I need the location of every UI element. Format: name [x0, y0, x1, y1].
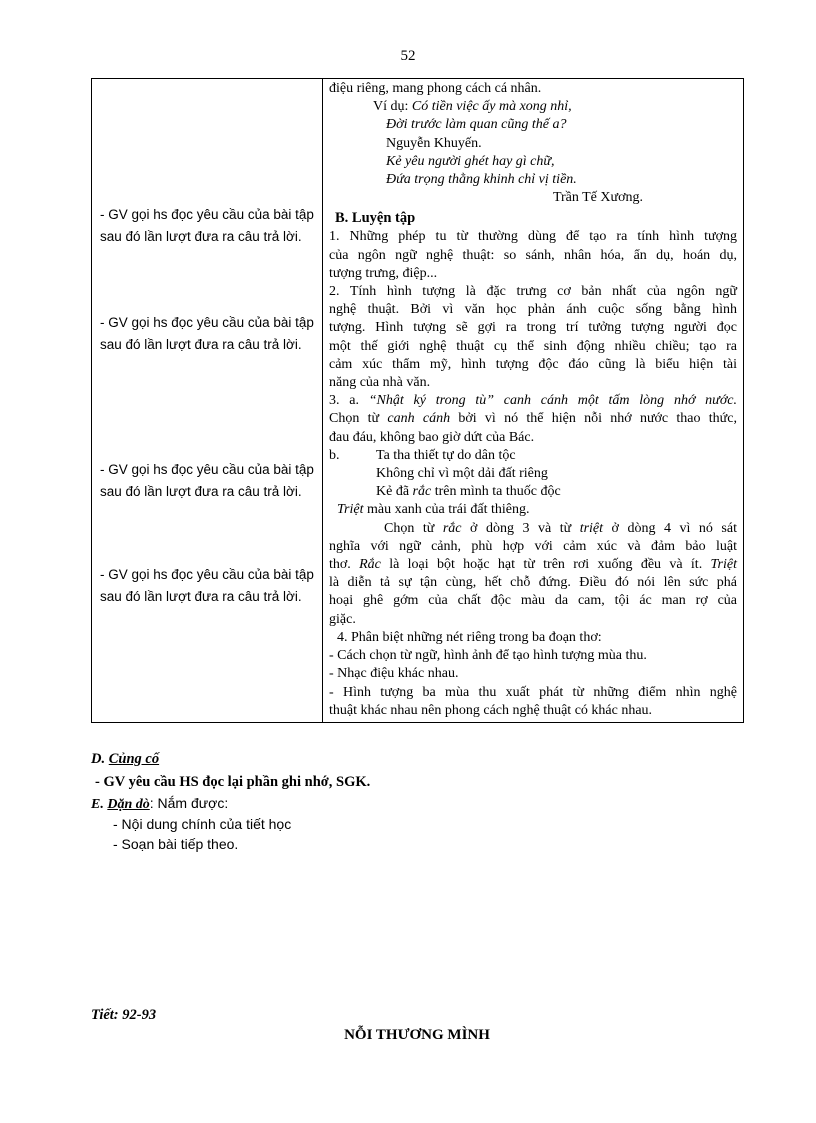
lesson-table	[91, 78, 744, 723]
answer2-line: tượng. Hình tượng sẽ gợi ra trong trí tưởng tượng người đọc	[329, 320, 737, 336]
explain-text: thơ.	[329, 557, 360, 573]
consolidation-prefix: D.	[91, 751, 109, 767]
answer3a-line2-pre: Chọn từ	[329, 411, 388, 427]
answer2-line: một thế giới nghệ thuật cụ thể sinh động nhiều chiều; tạo ra	[329, 338, 737, 354]
explain-word: Triệt	[710, 557, 737, 573]
teacher-note-4: - GV gọi hs đọc yêu cầu của bài tập sau đó lần lượt đưa ra câu trả lời.	[100, 567, 314, 604]
poem3-line3-post: trên mình ta thuốc độc	[431, 484, 561, 500]
teacher-note-1: - GV gọi hs đọc yêu cầu của bài tập sau đó lần lượt đưa ra câu trả lời.	[100, 207, 314, 244]
example-label: Ví dụ:	[373, 99, 412, 115]
homework-prefix: E.	[91, 797, 108, 812]
answer3a-line2-post: bởi vì nó thể hiện nỗi nhớ nước thao thức,	[450, 411, 737, 427]
answer2-line: năng của nhà văn.	[329, 375, 431, 391]
answer2-line: 2. Tính hình tượng là đặc trưng cơ bản nhất của ngôn ngữ	[329, 284, 737, 300]
poem1-line1: Có tiền việc ấy mà xong nhỉ,	[411, 99, 572, 115]
poem3-line4	[329, 501, 737, 519]
consolidation-label: Củng cố	[108, 751, 160, 767]
poem3-line1-text: Ta tha thiết tự do dân tộc	[376, 447, 516, 463]
example-line	[329, 98, 737, 116]
explain-word: Rắc	[359, 557, 381, 573]
teacher-note-2: - GV gọi hs đọc yêu cầu của bài tập sau đó lần lượt đưa ra câu trả lời.	[100, 315, 314, 352]
page-number: 52	[400, 48, 416, 64]
explain-line4: là diễn tả sự tận cùng, hết chỗ đứng. Điều đó nói lên sức phá	[329, 575, 737, 591]
answer4-item: thuật khác nhau nên phong cách nghệ thuật có khác nhau.	[329, 702, 653, 718]
poem1-author: Nguyễn Khuyến.	[386, 135, 482, 151]
answer3a-word: canh cánh	[387, 411, 451, 427]
explain-line6: giặc.	[329, 611, 356, 627]
poem3-line3	[329, 483, 737, 501]
explain-line2: nghĩa với ngữ cảnh, phù hợp với cảm xúc và đảm bảo luật	[329, 538, 737, 554]
poem3-line4-word: Triệt	[337, 502, 364, 518]
homework-item: - Nội dung chính của tiết học	[113, 816, 292, 832]
intro-line: điệu riêng, mang phong cách cá nhân.	[329, 81, 542, 96]
poem2-author: Trần Tế Xương.	[552, 190, 643, 206]
explain-line1	[329, 520, 737, 538]
answer3a-line2	[329, 410, 737, 428]
answer2-line: cảm xúc thẩm mỹ, hình tượng độc đáo cũng là biểu hiện tài	[329, 356, 737, 372]
lesson-title: NỖI THƯƠNG MÌNH	[344, 1027, 490, 1043]
answer1-line: 1. Những phép tu từ thường dùng để tạo ra tính hình tượng	[329, 229, 737, 245]
explain-text: ở dòng 4 vì nó sát	[603, 520, 737, 536]
answer3a-quote: “Nhật ký trong tù” canh cánh một tấm lòng nhớ nước.	[368, 393, 738, 409]
consolidation-instruction: - GV yêu cầu HS đọc lại phần ghi nhớ, SGK.	[95, 774, 371, 790]
explain-text: ở dòng 3 và từ	[461, 520, 580, 536]
answer4-title: 4. Phân biệt những nét riêng trong ba đoạn thơ:	[337, 629, 602, 645]
homework-label: Dặn dò	[107, 797, 150, 812]
poem1-line2: Đời trước làm quan cũng thế a?	[386, 117, 567, 133]
explain-line5: hoại ghê gớm của chất độc màu da cam, tội ác man rợ của	[329, 593, 737, 609]
content-column	[323, 79, 743, 722]
section-b-title: B. Luyện tập	[335, 210, 416, 227]
explain-line3	[329, 556, 737, 574]
answer4-item: - Cách chọn từ ngữ, hình ảnh để tạo hình tượng mùa thu.	[329, 648, 647, 664]
answer4-item: - Hình tượng ba mùa thu xuất phát từ những điểm nhìn nghệ	[329, 684, 737, 700]
answer4-item: - Nhạc điệu khác nhau.	[329, 666, 459, 682]
explain-word: rắc	[442, 520, 462, 536]
poem3-line1	[329, 447, 737, 465]
lesson-period: Tiết: 92-93	[91, 1007, 157, 1023]
answer1-line: tượng trưng, điệp...	[329, 265, 438, 281]
teacher-activity-column	[92, 79, 323, 722]
answer3a-line3: đau đáu, không bao giờ dứt của Bác.	[329, 429, 535, 445]
explain-text: Chọn từ	[384, 520, 443, 536]
consolidation-heading	[91, 751, 751, 768]
explain-word: triệt	[579, 520, 604, 536]
poem2-line2: Đứa trọng thằng khinh chỉ vị tiền.	[386, 172, 577, 188]
poem3-line2: Không chỉ vì một dải đất riêng	[376, 466, 548, 482]
answer1-line: của ngôn ngữ nghệ thuật: so sánh, nhân hóa, ẩn dụ, hoán dụ,	[329, 247, 737, 263]
homework-item: - Soạn bài tiếp theo.	[113, 836, 239, 852]
poem3-line3-word: rắc	[412, 484, 432, 500]
answer3b-label: b.	[329, 447, 340, 463]
answer3a-line1	[329, 392, 737, 410]
teacher-note-3: - GV gọi hs đọc yêu cầu của bài tập sau đó lần lượt đưa ra câu trả lời.	[100, 462, 314, 499]
answer2-line: nghệ thuật. Bởi vì văn học phản ánh cuộc sống bằng hình	[329, 302, 737, 318]
poem2-line1: Kẻ yêu người ghét hay gì chữ,	[386, 153, 555, 169]
homework-intro: : Nắm được:	[149, 795, 229, 811]
answer3a-prefix: 3. a.	[329, 393, 369, 409]
poem3-line3-pre: Kẻ đã	[376, 484, 413, 500]
explain-text: là loại bột hoặc hạt từ trên rơi xuống đều và ít.	[380, 557, 711, 573]
poem3-line4-post: màu xanh của trái đất thiêng.	[363, 502, 530, 518]
homework-heading	[91, 795, 751, 813]
